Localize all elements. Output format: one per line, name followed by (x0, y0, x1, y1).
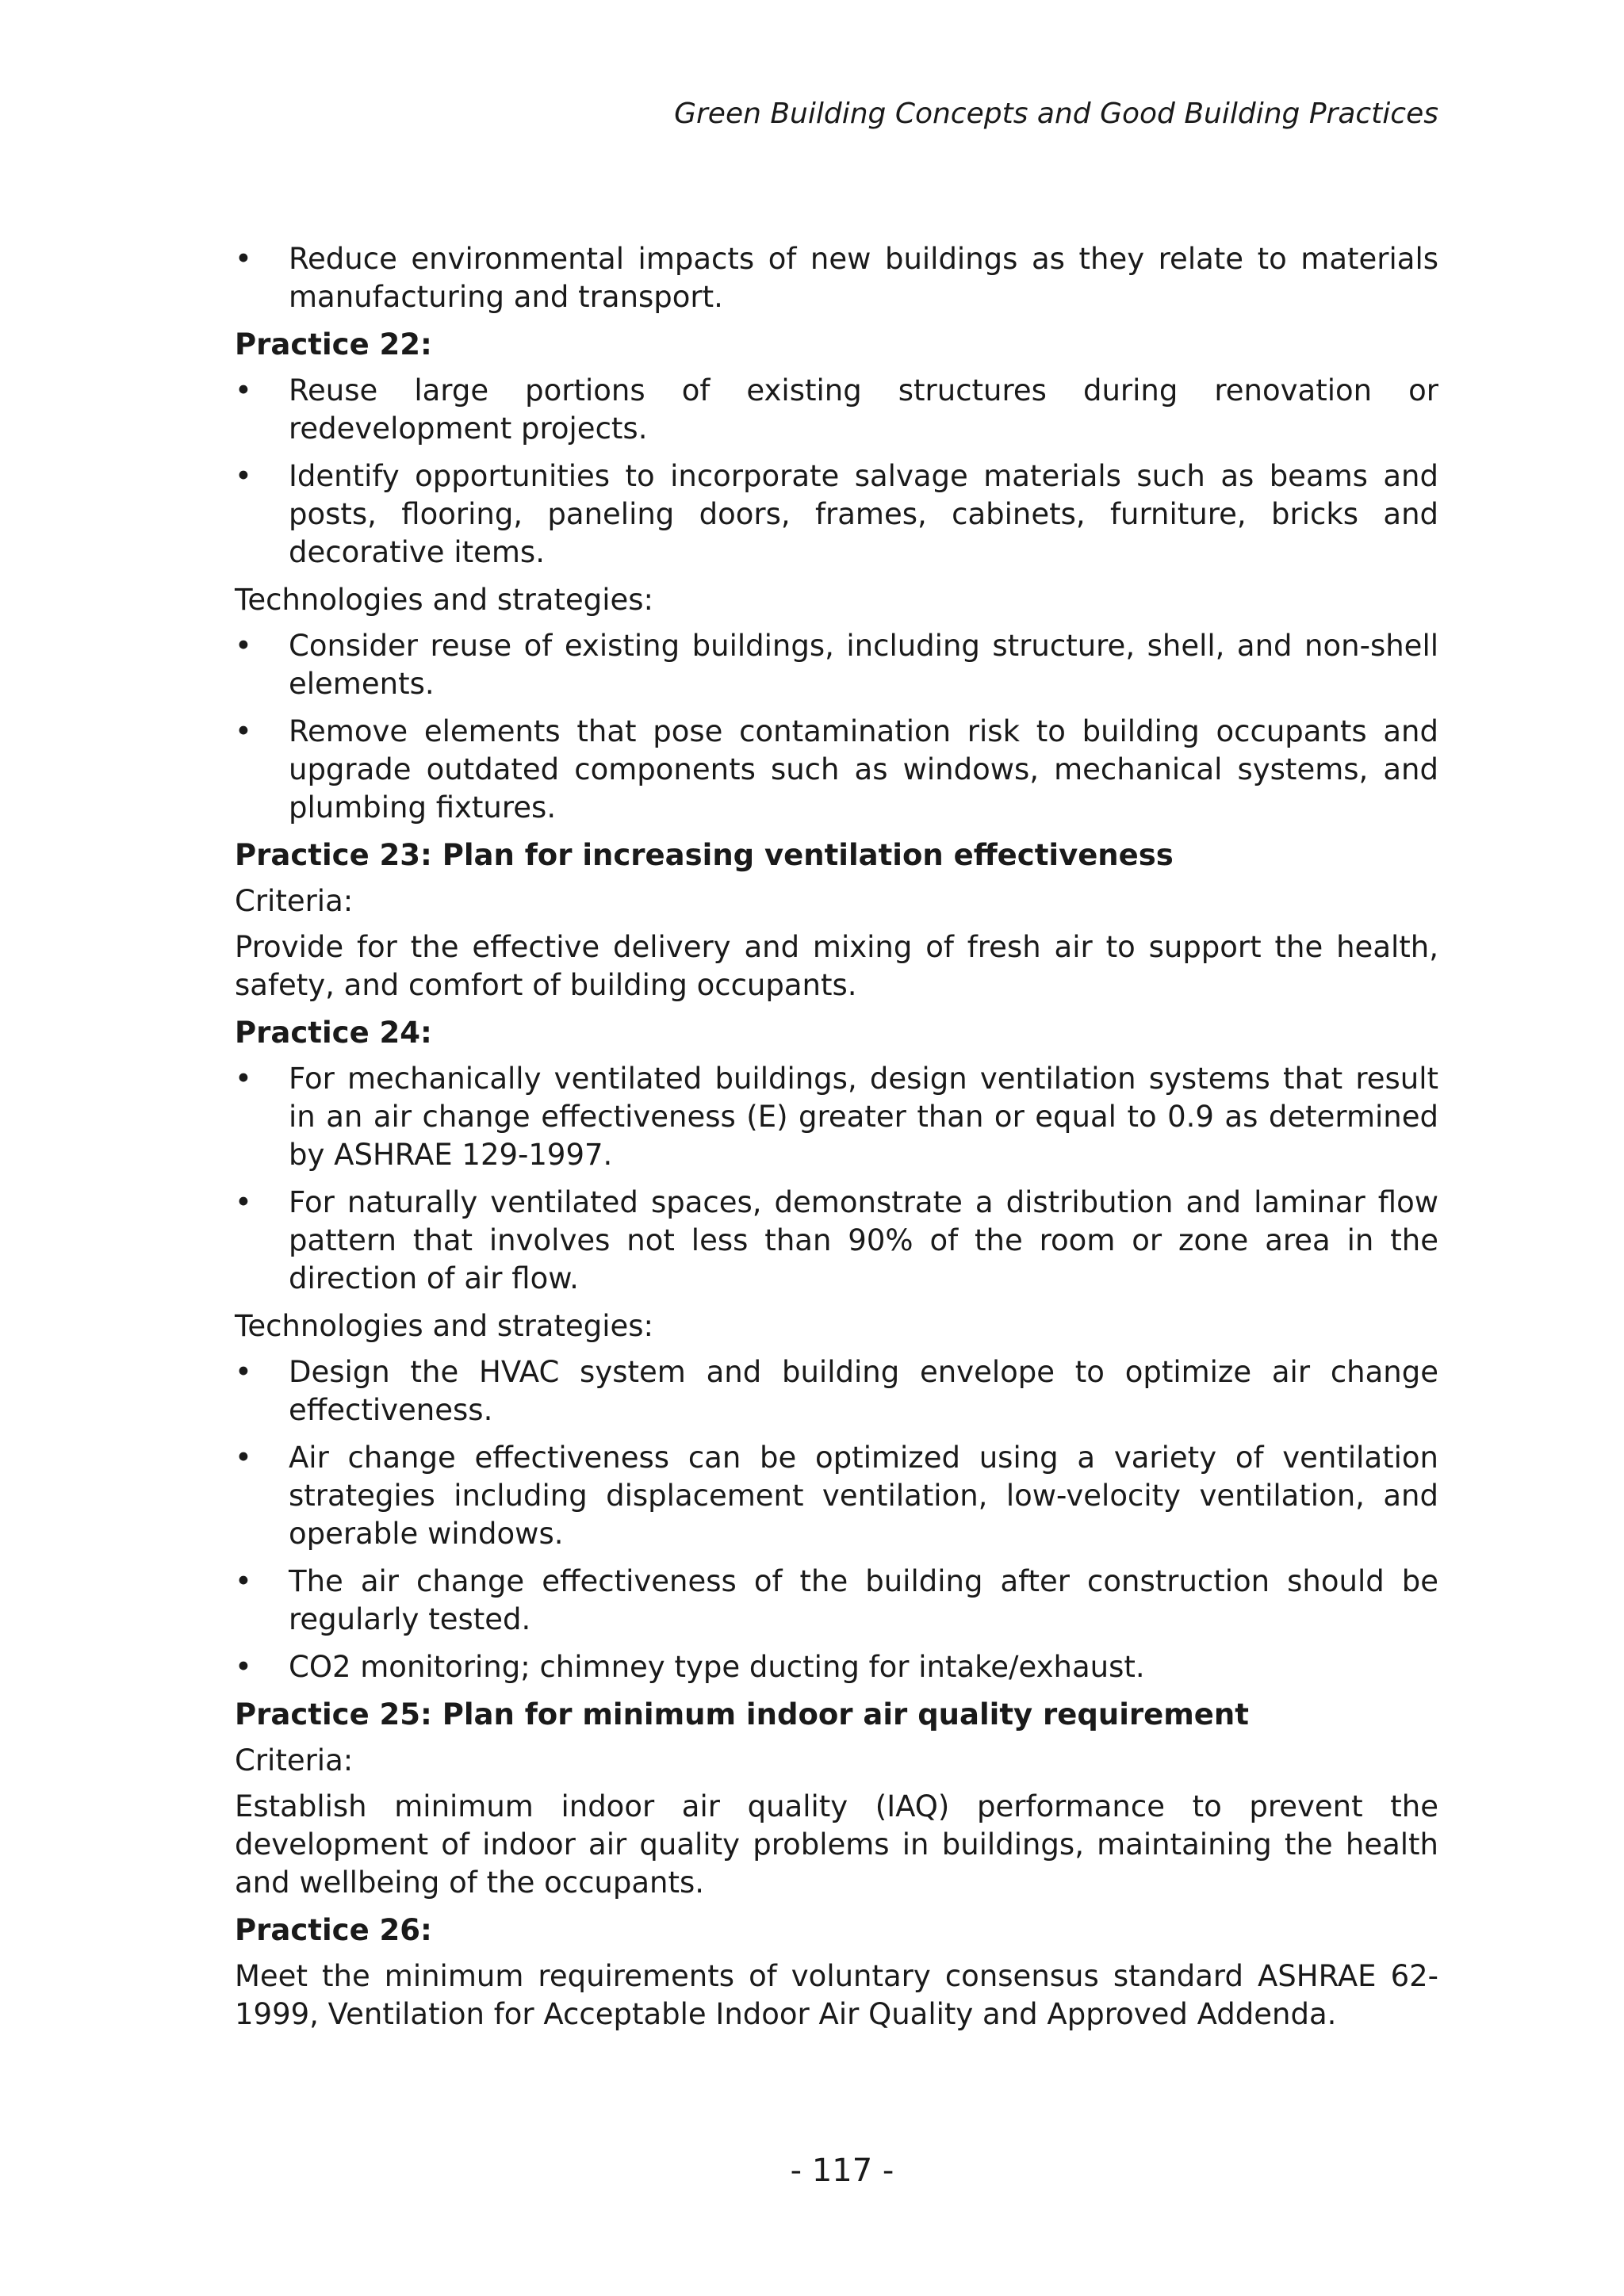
practice-23-heading: Practice 23: Plan for increasing ventilation effectiveness (235, 838, 1174, 872)
bullet-text: For mechanically ventilated buildings, design ventilation systems that result in an air change effectiveness (E) greater than or equal to 0.9 as determined by ASHRAE 129-1997. (289, 1062, 1438, 1172)
bullet-text: Reduce environmental impacts of new buildings as they relate to materials manufacturing and transport. (289, 242, 1438, 314)
list-item (235, 1563, 1438, 1639)
practice-24-bullet-list (235, 1060, 1438, 1298)
bullet-text: For naturally ventilated spaces, demonstrate a distribution and laminar flow pattern that involves not less than 90% of the room or zone area in the direction of air flow. (289, 1185, 1438, 1295)
bullet-icon: • (235, 1355, 252, 1389)
bullet-icon: • (235, 1185, 252, 1219)
practice-22-tech-list (235, 627, 1438, 827)
bullet-text: Reuse large portions of existing structures during renovation or redevelopment projects. (289, 373, 1438, 446)
list-item (235, 713, 1438, 827)
practice-24-heading: Practice 24: (235, 1016, 432, 1050)
list-item (235, 1184, 1438, 1298)
practice-23-criteria-text: Provide for the effective delivery and mixing of fresh air to support the health, safety, and comfort of building occupants. (235, 930, 1438, 1002)
practice-26-heading: Practice 26: (235, 1913, 432, 1947)
bullet-text: Consider reuse of existing buildings, including structure, shell, and non-shell elements. (289, 629, 1438, 701)
list-item (235, 457, 1438, 572)
bullet-icon: • (235, 1441, 252, 1475)
bullet-text: Identify opportunities to incorporate salvage materials such as beams and posts, flooring, paneling doors, frames, cabinets, furniture, bricks and decorative items. (289, 459, 1438, 569)
list-item (235, 240, 1438, 316)
bullet-icon: • (235, 1564, 252, 1598)
list-item (235, 1648, 1438, 1686)
list-item (235, 1439, 1438, 1553)
list-item (235, 372, 1438, 448)
bullet-icon: • (235, 1062, 252, 1096)
practice-22-heading: Practice 22: (235, 327, 432, 362)
bullet-icon: • (235, 714, 252, 748)
bullet-text: Remove elements that pose contamination risk to building occupants and upgrade outdated components such as windows, mechanical systems, and plumbing fixtures. (289, 714, 1438, 825)
practice-24-tech-list (235, 1353, 1438, 1686)
practice-25-criteria-label: Criteria: (235, 1743, 354, 1777)
practice-22-bullet-list (235, 372, 1438, 572)
practice-26-text: Meet the minimum requirements of voluntary consensus standard ASHRAE 62-1999, Ventilation for Acceptable Indoor Air Quality and Approved Addenda. (235, 1959, 1438, 2031)
bullet-icon: • (235, 242, 252, 276)
list-item (235, 1060, 1438, 1174)
practice-22-tech-label: Technologies and strategies: (235, 583, 654, 617)
practice-23-criteria-label: Criteria: (235, 884, 354, 918)
page-body (235, 240, 1438, 2043)
bullet-icon: • (235, 373, 252, 408)
practice-24-tech-label: Technologies and strategies: (235, 1309, 654, 1343)
bullet-text: CO2 monitoring; chimney type ducting for intake/exhaust. (289, 1650, 1145, 1684)
bullet-text: Air change effectiveness can be optimized using a variety of ventilation strategies including displacement ventilation, low-velocity ventilation, and operable windows. (289, 1441, 1438, 1551)
intro-bullet-list (235, 240, 1438, 316)
practice-25-heading: Practice 25: Plan for minimum indoor air quality requirement (235, 1697, 1249, 1732)
bullet-text: The air change effectiveness of the building after construction should be regularly tested. (289, 1564, 1438, 1636)
running-head: Green Building Concepts and Good Building Practices (674, 98, 1438, 130)
list-item (235, 1353, 1438, 1429)
bullet-text: Design the HVAC system and building envelope to optimize air change effectiveness. (289, 1355, 1438, 1427)
bullet-icon: • (235, 1650, 252, 1684)
bullet-icon: • (235, 629, 252, 663)
list-item (235, 627, 1438, 703)
practice-25-criteria-text: Establish minimum indoor air quality (IAQ) performance to prevent the development of indoor air quality problems in buildings, maintaining the health and wellbeing of the occupants. (235, 1789, 1438, 1900)
page-number: - 117 - (790, 2152, 894, 2189)
bullet-icon: • (235, 459, 252, 493)
